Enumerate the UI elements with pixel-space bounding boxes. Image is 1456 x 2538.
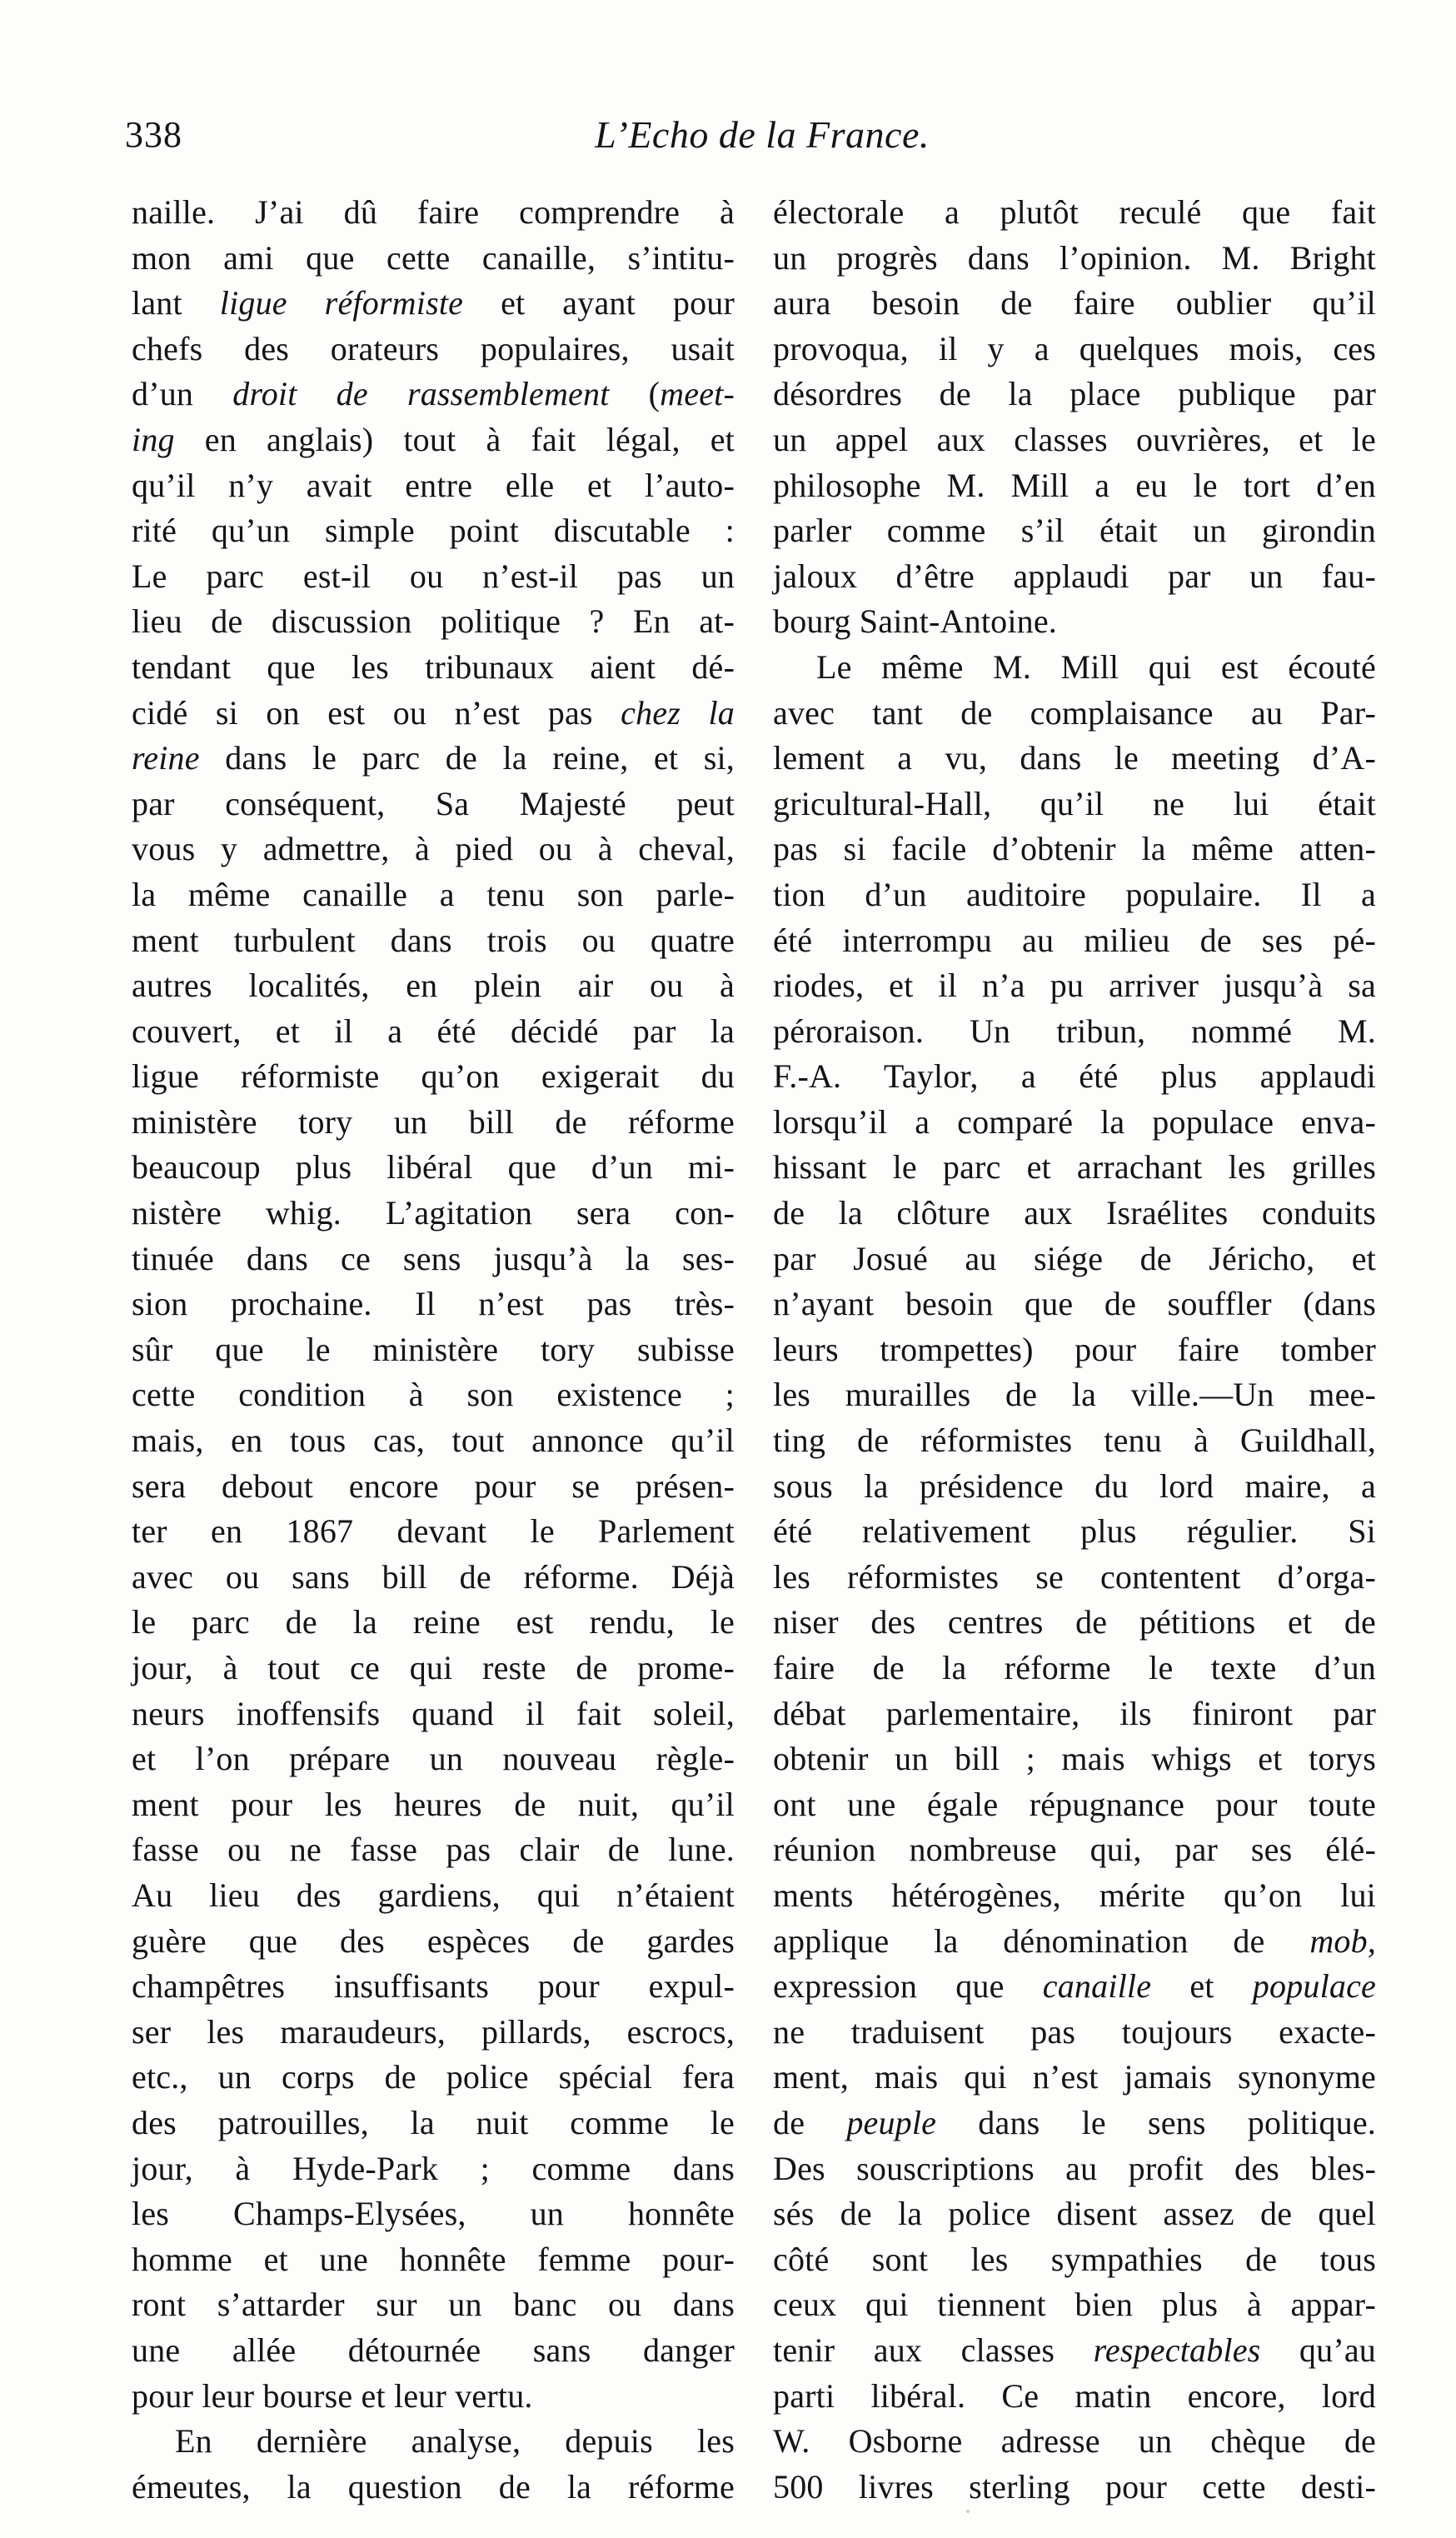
text-run: applique la dénomination de [773, 1921, 1310, 1960]
text-line [132, 2055, 735, 2101]
text-line [132, 827, 735, 872]
text-run: un appel aux classes ouvrières, et le [773, 420, 1376, 458]
text-run: la même canaille a tenu son parle- [132, 875, 735, 913]
text-line [132, 872, 735, 918]
text-run: autres localités, en plein air ou à [132, 967, 735, 1005]
text-run: tion d’un auditoire populaire. Il a [773, 875, 1376, 913]
text-line [132, 2282, 735, 2328]
text-run: nistère whig. L’agitation sera con- [132, 1194, 735, 1232]
text-line [773, 599, 1376, 645]
text-line [773, 1964, 1376, 2010]
text-run: sés de la police disent assez de quel [773, 2195, 1376, 2233]
text-line [132, 736, 735, 782]
text-line [773, 190, 1376, 236]
text-run: tenir aux classes [773, 2331, 1094, 2369]
text-line [132, 2374, 735, 2420]
text-line [132, 508, 735, 554]
italic-text: ligue réformiste [219, 284, 464, 322]
text-line [773, 2101, 1376, 2146]
text-line [773, 1145, 1376, 1191]
text-line [773, 2055, 1376, 2101]
text-line [773, 281, 1376, 327]
text-run: ter en 1867 devant le Parlement [132, 1512, 735, 1551]
text-line [132, 1555, 735, 1601]
text-run: jour, à tout ce qui reste de prome- [132, 1649, 735, 1686]
text-line [132, 1145, 735, 1191]
text-run: et [1151, 1967, 1253, 2006]
text-run: ment turbulent dans trois ou quatre [132, 921, 735, 959]
text-line [132, 2146, 735, 2192]
text-run: ( [609, 375, 661, 413]
text-line [773, 963, 1376, 1009]
text-run: leurs trompettes) pour faire tomber [773, 1330, 1376, 1368]
text-line [132, 463, 735, 509]
text-run: rité qu’un simple point discutable : [132, 512, 735, 550]
text-run: fasse ou ne fasse pas clair de lune. [132, 1831, 735, 1869]
text-line [773, 327, 1376, 372]
text-line [132, 1191, 735, 1237]
text-line [773, 1736, 1376, 1782]
text-run: et ayant pour [463, 284, 735, 322]
text-line [773, 2237, 1376, 2283]
text-line [773, 1281, 1376, 1327]
text-run: naille. J’ai dû faire comprendre à [132, 193, 735, 231]
text-run: chefs des orateurs populaires, usait [132, 329, 735, 367]
text-run: ments hétérogènes, mérite qu’on lui [773, 1876, 1376, 1914]
text-line [132, 2010, 735, 2056]
text-line [773, 2419, 1376, 2465]
text-run: aura besoin de faire oublier qu’il [773, 284, 1376, 322]
text-line [773, 417, 1376, 463]
text-run: côté sont les sympathies de tous [773, 2240, 1376, 2278]
text-run: ment, mais qui n’est jamais synonyme [773, 2058, 1376, 2096]
text-run: gricultural-Hall, qu’il ne lui était [773, 784, 1376, 822]
text-line [773, 1691, 1376, 1737]
text-line [773, 872, 1376, 918]
text-run: mais, en tous cas, tout annonce qu’il [132, 1421, 735, 1460]
text-run: guère que des espèces de gardes [132, 1921, 735, 1960]
text-run: ment pour les heures de nuit, qu’il [132, 1785, 735, 1823]
text-line [132, 281, 735, 327]
text-run: électorale a plutôt reculé que fait [773, 193, 1376, 231]
text-run: sion prochaine. Il n’est pas très- [132, 1285, 735, 1323]
text-run: parti libéral. Ce matin encore, lord [773, 2376, 1376, 2415]
text-line [132, 599, 735, 645]
text-run: tinuée dans ce sens jusqu’à la ses- [132, 1239, 735, 1277]
text-run: les réformistes se contentent d’orga- [773, 1557, 1376, 1596]
text-line [773, 2191, 1376, 2237]
text-line [132, 1327, 735, 1373]
text-line [773, 1054, 1376, 1100]
text-run: sera debout encore pour se présen- [132, 1466, 735, 1505]
text-line [132, 190, 735, 236]
italic-text: mob, [1309, 1921, 1376, 1960]
text-run: débat parlementaire, ils finiront par [773, 1694, 1376, 1732]
text-run: homme et une honnête femme pour- [132, 2240, 735, 2278]
text-line [773, 1372, 1376, 1418]
text-line [132, 1054, 735, 1100]
text-run: n’ayant besoin que de souffler (dans [773, 1285, 1376, 1323]
text-line [132, 554, 735, 600]
text-run: couvert, et il a été décidé par la [132, 1012, 735, 1050]
text-run: qu’il n’y avait entre elle et l’auto- [132, 466, 735, 504]
text-line [132, 372, 735, 417]
text-run: ligue réformiste qu’on exigerait du [132, 1057, 735, 1096]
text-run: en anglais) tout à fait légal, et [174, 420, 735, 458]
text-run: qu’au [1260, 2331, 1376, 2369]
text-line [132, 2101, 735, 2146]
text-run: dans le parc de la reine, et si, [199, 739, 735, 777]
text-run: En dernière analyse, depuis les [175, 2422, 735, 2461]
running-title: L’Echo de la France. [595, 113, 930, 156]
text-line [773, 1009, 1376, 1055]
text-line [773, 1782, 1376, 1828]
text-line [773, 463, 1376, 509]
text-run: lement a vu, dans le meeting d’A- [773, 739, 1376, 777]
italic-text: ing [132, 420, 175, 458]
running-head [125, 110, 1399, 160]
text-line [132, 1964, 735, 2010]
text-run: bourg Saint-Antoine. [773, 602, 1058, 641]
text-line [132, 1372, 735, 1418]
text-line [773, 2374, 1376, 2420]
right-text-column [773, 190, 1376, 2510]
text-run: d’un [132, 375, 233, 413]
text-line [132, 1782, 735, 1828]
text-line [773, 554, 1376, 600]
text-line [132, 1736, 735, 1782]
text-run: désordres de la place publique par [773, 375, 1376, 413]
text-line [132, 1237, 735, 1282]
text-run: par conséquent, Sa Majesté peut [132, 784, 735, 822]
text-run: le parc de la reine est rendu, le [132, 1603, 735, 1641]
text-run: ont une égale répugnance pour toute [773, 1785, 1376, 1823]
text-line [773, 736, 1376, 782]
text-run: émeutes, la question de la réforme [132, 2467, 735, 2506]
text-line [132, 963, 735, 1009]
text-line [132, 1646, 735, 1691]
text-run: cidé si on est ou n’est pas [132, 693, 621, 732]
text-run: lorsqu’il a comparé la populace enva- [773, 1102, 1376, 1141]
text-line [132, 1873, 735, 1919]
text-line [132, 236, 735, 282]
text-line [773, 1827, 1376, 1873]
text-line [132, 1009, 735, 1055]
text-line [132, 2237, 735, 2283]
italic-text: populace [1252, 1967, 1376, 2006]
text-run: ting de réformistes tenu à Guildhall, [773, 1421, 1376, 1460]
text-line [773, 1509, 1376, 1555]
text-line [132, 2419, 735, 2465]
page-number: 338 [125, 114, 182, 155]
text-line [773, 1646, 1376, 1691]
italic-text: meet- [660, 375, 735, 413]
text-line [132, 1464, 735, 1510]
text-line [773, 827, 1376, 872]
text-line [132, 1827, 735, 1873]
italic-text: droit de rassemblement [232, 375, 610, 413]
italic-text: peuple [846, 2103, 937, 2141]
text-line [773, 508, 1376, 554]
text-run: été interrompu au milieu de ses pé- [773, 921, 1376, 959]
text-run: F.-A. Taylor, a été plus applaudi [773, 1057, 1376, 1096]
text-line [773, 1418, 1376, 1464]
text-line [773, 372, 1376, 417]
text-line [132, 1418, 735, 1464]
text-run: 500 livres sterling pour cette desti- [773, 2467, 1376, 2506]
text-line [773, 236, 1376, 282]
text-run: tendant que les tribunaux aient dé- [132, 647, 735, 686]
text-run: sûr que le ministère tory subisse [132, 1330, 735, 1368]
text-line [132, 645, 735, 691]
text-run: et l’on prépare un nouveau règle- [132, 1740, 735, 1778]
text-run: Le parc est-il ou n’est-il pas un [132, 557, 735, 595]
text-run: un progrès dans l’opinion. M. Bright [773, 238, 1376, 277]
text-run: avec ou sans bill de réforme. Déjà [132, 1557, 735, 1596]
text-line [132, 1281, 735, 1327]
text-run: par Josué au siége de Jéricho, et [773, 1239, 1376, 1277]
text-line [132, 782, 735, 827]
text-run: des patrouilles, la nuit comme le [132, 2103, 735, 2141]
text-run: provoqua, il y a quelques mois, ces [773, 329, 1376, 367]
text-line [132, 1100, 735, 1146]
text-run: jour, à Hyde-Park ; comme dans [132, 2149, 735, 2187]
text-run: de [773, 2103, 847, 2141]
text-run: pas si facile d’obtenir la même atten- [773, 830, 1376, 868]
text-run: obtenir un bill ; mais whigs et torys [773, 1740, 1376, 1778]
text-run: expression que [773, 1967, 1043, 2006]
text-run: été relativement plus régulier. Si [773, 1512, 1376, 1551]
text-line [773, 1873, 1376, 1919]
text-run: lant [132, 284, 220, 322]
text-run: ministère tory un bill de réforme [132, 1102, 735, 1141]
text-run: ceux qui tiennent bien plus à appar- [773, 2286, 1376, 2324]
italic-text: reine [132, 739, 200, 777]
italic-text: respectables [1093, 2331, 1261, 2369]
text-run: vous y admettre, à pied ou à cheval, [132, 830, 735, 868]
text-run: Au lieu des gardiens, qui n’étaient [132, 1876, 735, 1914]
text-line [773, 1600, 1376, 1646]
text-line [132, 1509, 735, 1555]
text-line [773, 1191, 1376, 1237]
text-run: faire de la réforme le texte d’un [773, 1649, 1376, 1686]
text-line [132, 691, 735, 737]
text-line [773, 1327, 1376, 1373]
text-line [773, 1100, 1376, 1146]
text-line [132, 417, 735, 463]
text-run: jaloux d’être applaudi par un fau- [773, 557, 1376, 595]
page-speck [966, 2510, 970, 2513]
text-line [773, 1464, 1376, 1510]
text-run: une allée détournée sans danger [132, 2331, 735, 2369]
text-run: péroraison. Un tribun, nommé M. [773, 1012, 1376, 1050]
text-run: réunion nombreuse qui, par ses élé- [773, 1831, 1376, 1869]
text-run: pour leur bourse et leur vertu. [132, 2376, 533, 2415]
text-run: neurs inoffensifs quand il fait soleil, [132, 1694, 735, 1732]
text-line [132, 2191, 735, 2237]
text-run: etc., un corps de police spécial fera [132, 2058, 735, 2096]
text-line [773, 1555, 1376, 1601]
text-run: niser des centres de pétitions et de [773, 1603, 1376, 1641]
italic-text: canaille [1042, 1967, 1152, 2006]
text-run: cette condition à son existence ; [132, 1376, 735, 1414]
text-line [773, 2465, 1376, 2511]
left-text-column [132, 190, 735, 2510]
text-run: W. Osborne adresse un chèque de [773, 2422, 1376, 2461]
text-line [132, 1600, 735, 1646]
text-run: mon ami que cette canaille, s’intitu- [132, 238, 735, 277]
text-line [773, 691, 1376, 737]
text-run: ne traduisent pas toujours exacte- [773, 2012, 1376, 2051]
text-run: avec tant de complaisance au Par- [773, 693, 1376, 732]
text-run: Le même M. Mill qui est écouté [816, 647, 1376, 686]
text-run: philosophe M. Mill a eu le tort d’en [773, 466, 1376, 504]
text-run: ront s’attarder sur un banc ou dans [132, 2286, 735, 2324]
text-line [773, 2282, 1376, 2328]
text-run: beaucoup plus libéral que d’un mi- [132, 1148, 735, 1187]
text-run: les Champs-Elysées, un honnête [132, 2195, 735, 2233]
text-line [132, 1691, 735, 1737]
text-line [132, 2465, 735, 2511]
italic-text: chez la [621, 693, 735, 732]
text-run: de la clôture aux Israélites conduits [773, 1194, 1376, 1232]
text-run: parler comme s’il était un girondin [773, 512, 1376, 550]
text-line [773, 645, 1376, 691]
text-line [773, 1237, 1376, 1282]
text-run: ser les maraudeurs, pillards, escrocs, [132, 2012, 735, 2051]
text-line [773, 782, 1376, 827]
text-run: Des souscriptions au profit des bles- [773, 2149, 1376, 2187]
text-line [132, 327, 735, 372]
text-line [773, 2010, 1376, 2056]
text-run: les murailles de la ville.—Un mee- [773, 1376, 1376, 1414]
text-run: dans le sens politique. [936, 2103, 1376, 2141]
text-line [773, 1919, 1376, 1965]
text-run: lieu de discussion politique ? En at- [132, 602, 735, 641]
text-run: hissant le parc et arrachant les grilles [773, 1148, 1376, 1187]
text-run: riodes, et il n’a pu arriver jusqu’à sa [773, 967, 1376, 1005]
text-run: sous la présidence du lord maire, a [773, 1466, 1376, 1505]
text-run: champêtres insuffisants pour expul- [132, 1967, 735, 2006]
text-line [132, 2328, 735, 2374]
text-line [773, 2328, 1376, 2374]
text-line [773, 918, 1376, 964]
text-line [773, 2146, 1376, 2192]
text-line [132, 1919, 735, 1965]
text-line [132, 918, 735, 964]
